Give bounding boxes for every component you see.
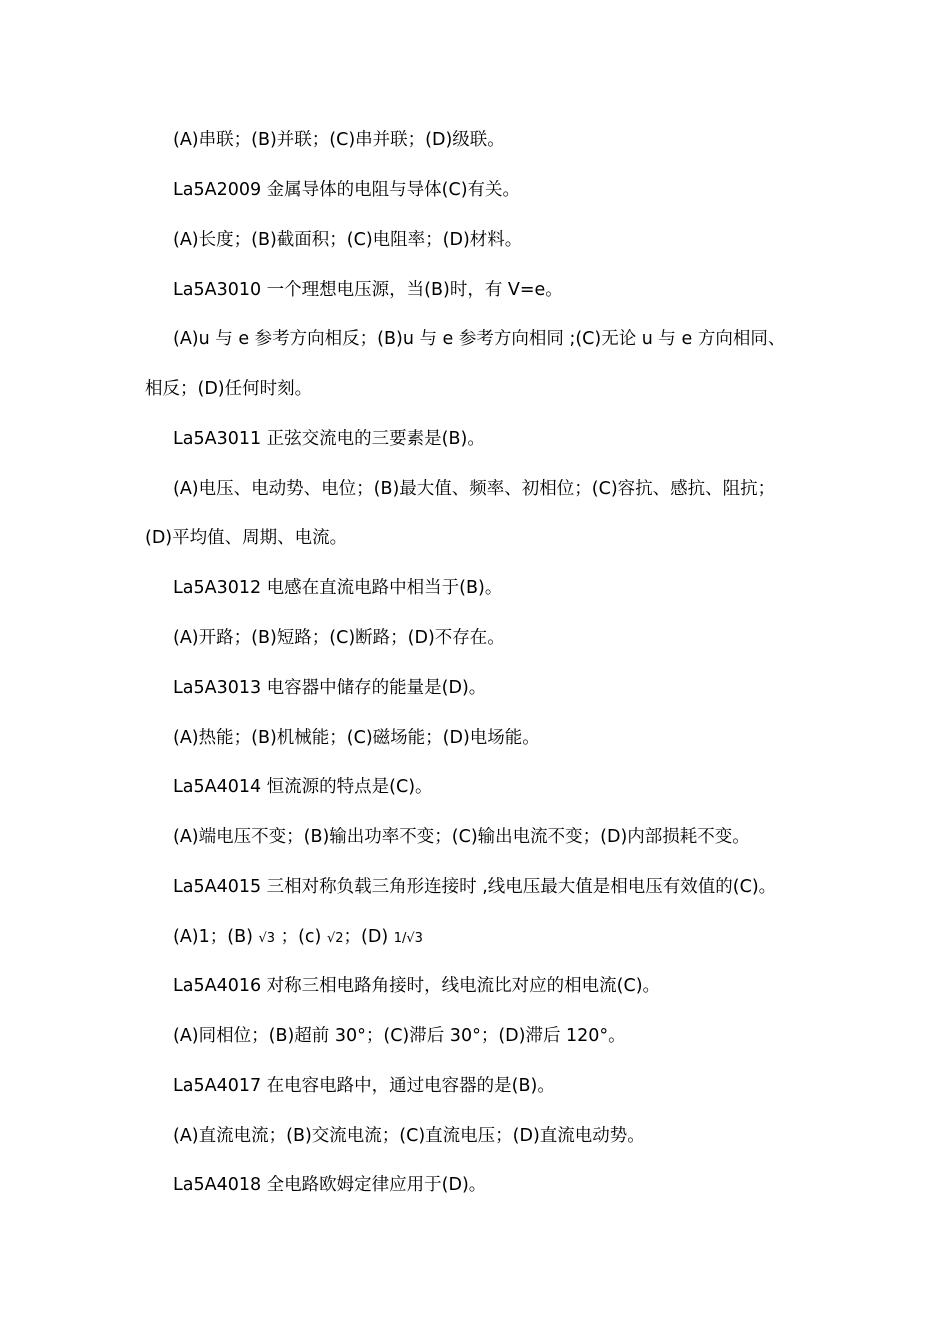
question-line: La5A3013 电容器中储存的能量是(D)。	[173, 678, 487, 698]
option-text: ；(D)	[343, 927, 394, 947]
text-line: (A)电压、电动势、电位；(B)最大值、频率、初相位；(C)容抗、感抗、阻抗；	[173, 479, 776, 499]
text-line: (A)同相位；(B)超前 30°；(C)滞后 30°；(D)滞后 120°。	[173, 1026, 626, 1046]
question-line: La5A4015 三相对称负载三角形连接时 ,线电压最大值是相电压有效值的(C)。	[173, 877, 777, 897]
option-formula: √2	[326, 931, 344, 946]
text-line: (A)热能；(B)机械能；(C)磁场能；(D)电场能。	[173, 728, 540, 748]
question-line: La5A4018 全电路欧姆定律应用于(D)。	[173, 1175, 487, 1195]
text-line: (A)开路；(B)短路；(C)断路；(D)不存在。	[173, 628, 505, 648]
text-line: (A)串联；(B)并联；(C)串并联；(D)级联。	[173, 130, 505, 150]
option-formula: √3	[258, 931, 276, 946]
question-line: La5A4016 对称三相电路角接时，线电流比对应的相电流(C)。	[173, 976, 661, 996]
text-line: (A)直流电流；(B)交流电流；(C)直流电压；(D)直流电动势。	[173, 1126, 645, 1146]
question-line: La5A3010 一个理想电压源，当(B)时，有 V=e。	[173, 280, 563, 300]
text-line: (A)长度；(B)截面积；(C)电阻率；(D)材料。	[173, 230, 523, 250]
question-line: La5A4017 在电容电路中，通过电容器的是(B)。	[173, 1076, 555, 1096]
question-line: La5A2009 金属导体的电阻与导体(C)有关。	[173, 180, 521, 200]
option-text: ；(c)	[275, 927, 327, 947]
options-line	[173, 925, 423, 951]
question-line: La5A3012 电感在直流电路中相当于(B)。	[173, 578, 503, 598]
text-line: (A)端电压不变；(B)输出功率不变；(C)输出电流不变；(D)内部损耗不变。	[173, 827, 750, 847]
option-formula: 1/√3	[393, 931, 423, 946]
text-line: 相反；(D)任何时刻。	[145, 379, 313, 399]
question-line: La5A4014 恒流源的特点是(C)。	[173, 777, 433, 797]
question-line: La5A3011 正弦交流电的三要素是(B)。	[173, 429, 485, 449]
option-text: (A)1；(B)	[173, 927, 259, 947]
text-line: (A)u 与 e 参考方向相反；(B)u 与 e 参考方向相同 ;(C)无论 u 与 e 方向相同、	[173, 329, 786, 349]
text-line: (D)平均值、周期、电流。	[145, 528, 348, 548]
